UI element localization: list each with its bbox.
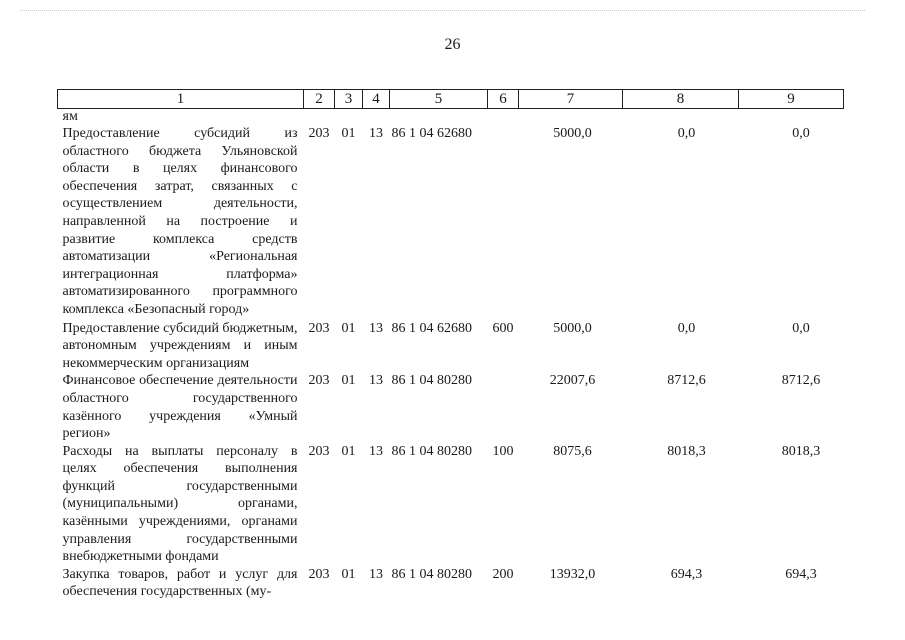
row-year2: 0,0 xyxy=(677,126,696,141)
row-target: 86 1 04 62680 xyxy=(391,320,472,336)
row-year1: 5000,0 xyxy=(553,320,592,336)
row-year1: 22007,6 xyxy=(549,373,596,389)
page-number: 26 xyxy=(444,36,461,53)
row-subsection: 13 xyxy=(369,373,383,389)
row-target: 86 1 04 80280 xyxy=(391,566,472,582)
row-year2: 8712,6 xyxy=(667,373,706,389)
row-ministry: 203 xyxy=(308,443,330,459)
row-year1: 13932,0 xyxy=(549,566,596,582)
table-row xyxy=(58,320,844,373)
row-ministry: 203 xyxy=(308,126,330,141)
row-name: Закупка товаров, работ и услуг для обеспечения государственных (му- xyxy=(62,566,298,600)
row-ministry: 203 xyxy=(308,566,330,582)
row-section: 01 xyxy=(341,443,356,459)
row-target: 86 1 04 62680 xyxy=(391,126,472,141)
row-subsection: 13 xyxy=(369,566,383,582)
row-year3: 8712,6 xyxy=(781,373,821,389)
header-cell-8: 8 xyxy=(623,90,739,109)
continuation-text: ям xyxy=(62,109,78,124)
row-year3: 0,0 xyxy=(792,126,810,141)
scan-top-edge xyxy=(20,10,865,11)
row-year3: 8018,3 xyxy=(781,443,821,459)
header-row xyxy=(58,90,844,109)
row-section: 01 xyxy=(341,320,356,336)
row-year3: 0,0 xyxy=(792,320,810,336)
row-subsection: 13 xyxy=(369,443,383,459)
header-cell-2: 2 xyxy=(304,90,335,109)
header-cell-4: 4 xyxy=(363,90,390,109)
row-year3: 694,3 xyxy=(785,566,817,582)
row-expense-type xyxy=(488,125,519,320)
row-year1: 8075,6 xyxy=(553,443,592,459)
header-cell-6: 6 xyxy=(488,90,519,109)
budget-table xyxy=(57,89,844,602)
table-row xyxy=(58,443,844,566)
row-name: Предоставление субсидий бюджетным, автономным учреждениям и иным некоммерческим организациям xyxy=(62,320,298,371)
row-section: 01 xyxy=(341,126,356,141)
row-year2: 694,3 xyxy=(670,566,703,582)
header-cell-3: 3 xyxy=(335,90,363,109)
row-name: Предоставление субсидий из областного бюджета Ульяновской области в целях финансового обеспечения затрат, связанных с осуществлением деятельности, направленной на построение и развитие комплекса средств автоматизации «Региональная интеграционная платформа» автоматизированного программного комплекса «Безопасный город» xyxy=(62,126,298,317)
row-expense-type: 200 xyxy=(492,566,514,582)
row-target: 86 1 04 80280 xyxy=(391,443,472,459)
row-section: 01 xyxy=(341,566,356,582)
row-expense-type: 600 xyxy=(492,320,514,336)
row-name: Расходы на выплаты персоналу в целях обеспечения выполнения функций государственными (муниципальными) органами, казёнными учреждениями, органами управления государственными внебюджетными фондами xyxy=(62,443,298,565)
row-year2: 8018,3 xyxy=(667,443,706,459)
row-section: 01 xyxy=(341,373,356,389)
table-row xyxy=(58,566,844,602)
row-subsection: 13 xyxy=(369,320,383,336)
row-year1: 5000,0 xyxy=(553,126,592,141)
continuation-row xyxy=(58,109,844,126)
row-name: Финансовое обеспечение деятельности областного государственного казённого учреждения «Умный регион» xyxy=(62,373,298,442)
header-cell-9: 9 xyxy=(739,90,844,109)
row-ministry: 203 xyxy=(308,320,330,336)
row-expense-type xyxy=(488,372,519,442)
row-target: 86 1 04 80280 xyxy=(391,373,472,389)
table-row xyxy=(58,372,844,442)
row-year2: 0,0 xyxy=(677,320,696,336)
row-ministry: 203 xyxy=(308,373,330,389)
header-cell-7: 7 xyxy=(519,90,623,109)
table-row xyxy=(58,125,844,320)
header-cell-1: 1 xyxy=(58,90,304,109)
row-subsection: 13 xyxy=(369,126,383,141)
header-cell-5: 5 xyxy=(390,90,488,109)
row-expense-type: 100 xyxy=(492,443,514,459)
